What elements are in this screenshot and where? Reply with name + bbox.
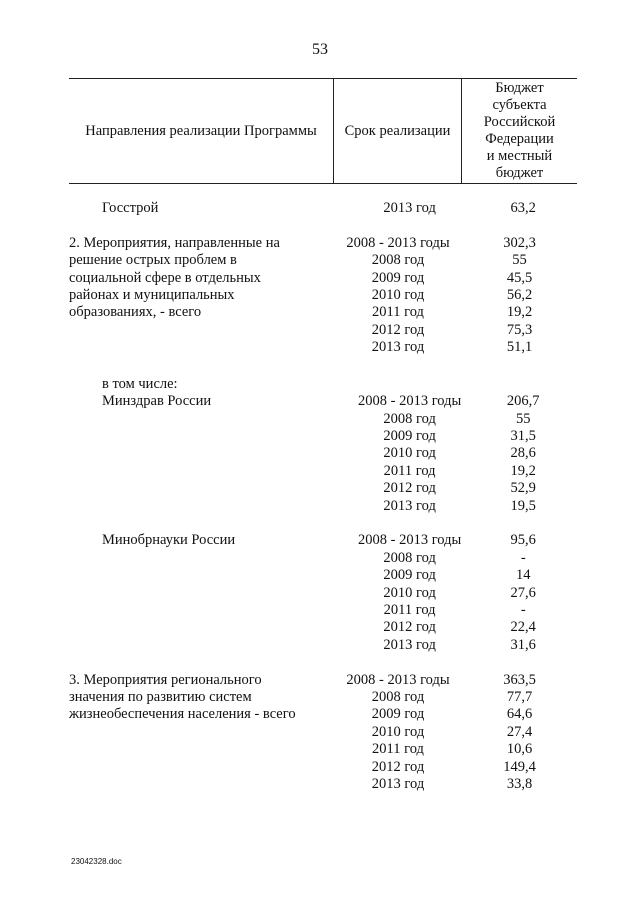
table-body: [69, 200, 577, 793]
period-cell: [350, 200, 470, 217]
budget-value: 302,3: [503, 234, 536, 251]
period-value: 2008 год: [383, 410, 436, 427]
budget-value: 27,4: [506, 723, 533, 740]
header-budget-line: Российской: [483, 114, 556, 130]
budget-value: 28,6: [510, 445, 536, 462]
budget-value: 51,1: [506, 339, 533, 356]
period-cell: [350, 376, 470, 515]
header-budget-line: Федерации: [485, 131, 554, 147]
period-value: 2008 год: [371, 688, 425, 705]
label-line: образованиях, - всего: [69, 304, 202, 321]
period-value: 2009 год: [371, 269, 425, 286]
header-budget-line: субъекта: [492, 97, 547, 113]
budget-value: 75,3: [506, 321, 533, 338]
page-number: 53: [312, 41, 328, 58]
budget-value: 55: [512, 252, 527, 269]
period-value: 2008 - 2013 годы: [358, 393, 462, 410]
period-cell: [334, 235, 462, 357]
header-budget: [462, 80, 577, 182]
label-line: 2. Мероприятия, направленные на: [69, 234, 280, 251]
period-value: 2009 год: [371, 706, 425, 723]
budget-value: 64,6: [506, 706, 533, 723]
label-line: Минобрнауки России: [102, 532, 236, 549]
header-direction: Направления реализации Программы: [85, 122, 317, 139]
row-gosstroy: [69, 200, 577, 217]
budget-value: 19,2: [510, 462, 536, 479]
label-line: районах и муниципальных: [69, 287, 235, 304]
budget-value: 55: [515, 410, 531, 427]
period-value: 2008 - 2013 годы: [346, 234, 450, 251]
row-measures-2: [69, 235, 577, 357]
budget-value: 56,2: [506, 286, 533, 303]
header-budget-line: Бюджет: [495, 80, 544, 96]
period-value: 2013 год: [371, 775, 425, 792]
period-value: 2008 год: [371, 252, 425, 269]
period-value: 2013 год: [383, 636, 436, 653]
row-measures-3: [69, 672, 577, 794]
budget-cell: [469, 376, 577, 515]
document-filename: 23042328.doc: [71, 857, 122, 866]
budget-value: 14: [515, 567, 531, 584]
period-cell: [334, 672, 462, 794]
period-value: 2011 год: [383, 462, 436, 479]
label-line: жизнеобеспечения населения - всего: [69, 706, 296, 723]
row-label: [69, 672, 334, 794]
budget-value: 22,4: [510, 619, 536, 636]
budget-value: 63,2: [510, 200, 536, 216]
period-value: 2012 год: [383, 480, 436, 497]
row-label: [69, 532, 350, 654]
period-value: 2010 год: [383, 584, 436, 601]
budget-value: -: [520, 602, 526, 618]
budget-value: 19,2: [506, 304, 533, 321]
period-cell: [350, 532, 470, 654]
period-value: 2008 - 2013 годы: [358, 532, 462, 549]
budget-cell: [469, 532, 577, 654]
budget-value: 206,7: [506, 393, 540, 410]
budget-cell: [469, 200, 577, 217]
period-value: 2011 год: [372, 741, 424, 758]
budget-value: 31,5: [510, 428, 536, 445]
label-line: значения по развитию систем: [69, 688, 252, 705]
table-top-rule: [69, 78, 577, 79]
budget-value: 33,8: [506, 775, 533, 792]
budget-value: 95,6: [510, 532, 536, 549]
budget-value: 27,6: [510, 584, 536, 601]
header-budget-line: бюджет: [495, 165, 544, 181]
period-value: 2009 год: [383, 567, 436, 584]
budget-value: 19,5: [510, 497, 536, 514]
period-value: 2008 год: [383, 549, 436, 566]
label-line: решение острых проблем в: [69, 252, 237, 269]
period-value: 2009 год: [383, 428, 436, 445]
label-line: Госстрой: [102, 200, 159, 216]
period-value: 2013 год: [383, 497, 436, 514]
label-line: социальной сфере в отдельных: [69, 269, 261, 286]
period-value: 2013 год: [383, 200, 436, 216]
budget-value: 363,5: [503, 671, 536, 688]
row-label: [69, 376, 350, 515]
period-value: 2010 год: [371, 286, 425, 303]
period-value: 2011 год: [372, 304, 424, 321]
period-value: 2012 год: [371, 758, 425, 775]
budget-value: -: [520, 549, 526, 566]
period-value: 2010 год: [383, 445, 436, 462]
row-minobrnauki: [69, 532, 577, 654]
label-line: 3. Мероприятия регионального: [69, 671, 262, 688]
period-value: 2011 год: [383, 602, 436, 618]
budget-value: 77,7: [506, 688, 533, 705]
row-label: [69, 200, 350, 217]
budget-value: 31,6: [510, 636, 536, 653]
budget-value: 149,4: [503, 758, 536, 775]
period-value: 2013 год: [371, 339, 425, 356]
period-value: 2010 год: [371, 723, 425, 740]
budget-value: 45,5: [506, 269, 533, 286]
label-line: Минздрав России: [102, 393, 212, 410]
header-period: Срок реализации: [344, 122, 451, 139]
budget-value: 52,9: [510, 480, 536, 497]
header-bottom-rule: [69, 183, 577, 184]
period-value: 2008 - 2013 годы: [346, 671, 450, 688]
budget-cell: [462, 235, 577, 357]
period-value: 2012 год: [383, 619, 436, 636]
row-minzdrav: [69, 376, 577, 515]
label-line: в том числе:: [102, 375, 178, 392]
header-budget-line: и местный: [486, 148, 553, 164]
budget-value: 10,6: [506, 741, 533, 758]
period-value: 2012 год: [371, 321, 425, 338]
budget-cell: [462, 672, 577, 794]
row-label: [69, 235, 334, 357]
